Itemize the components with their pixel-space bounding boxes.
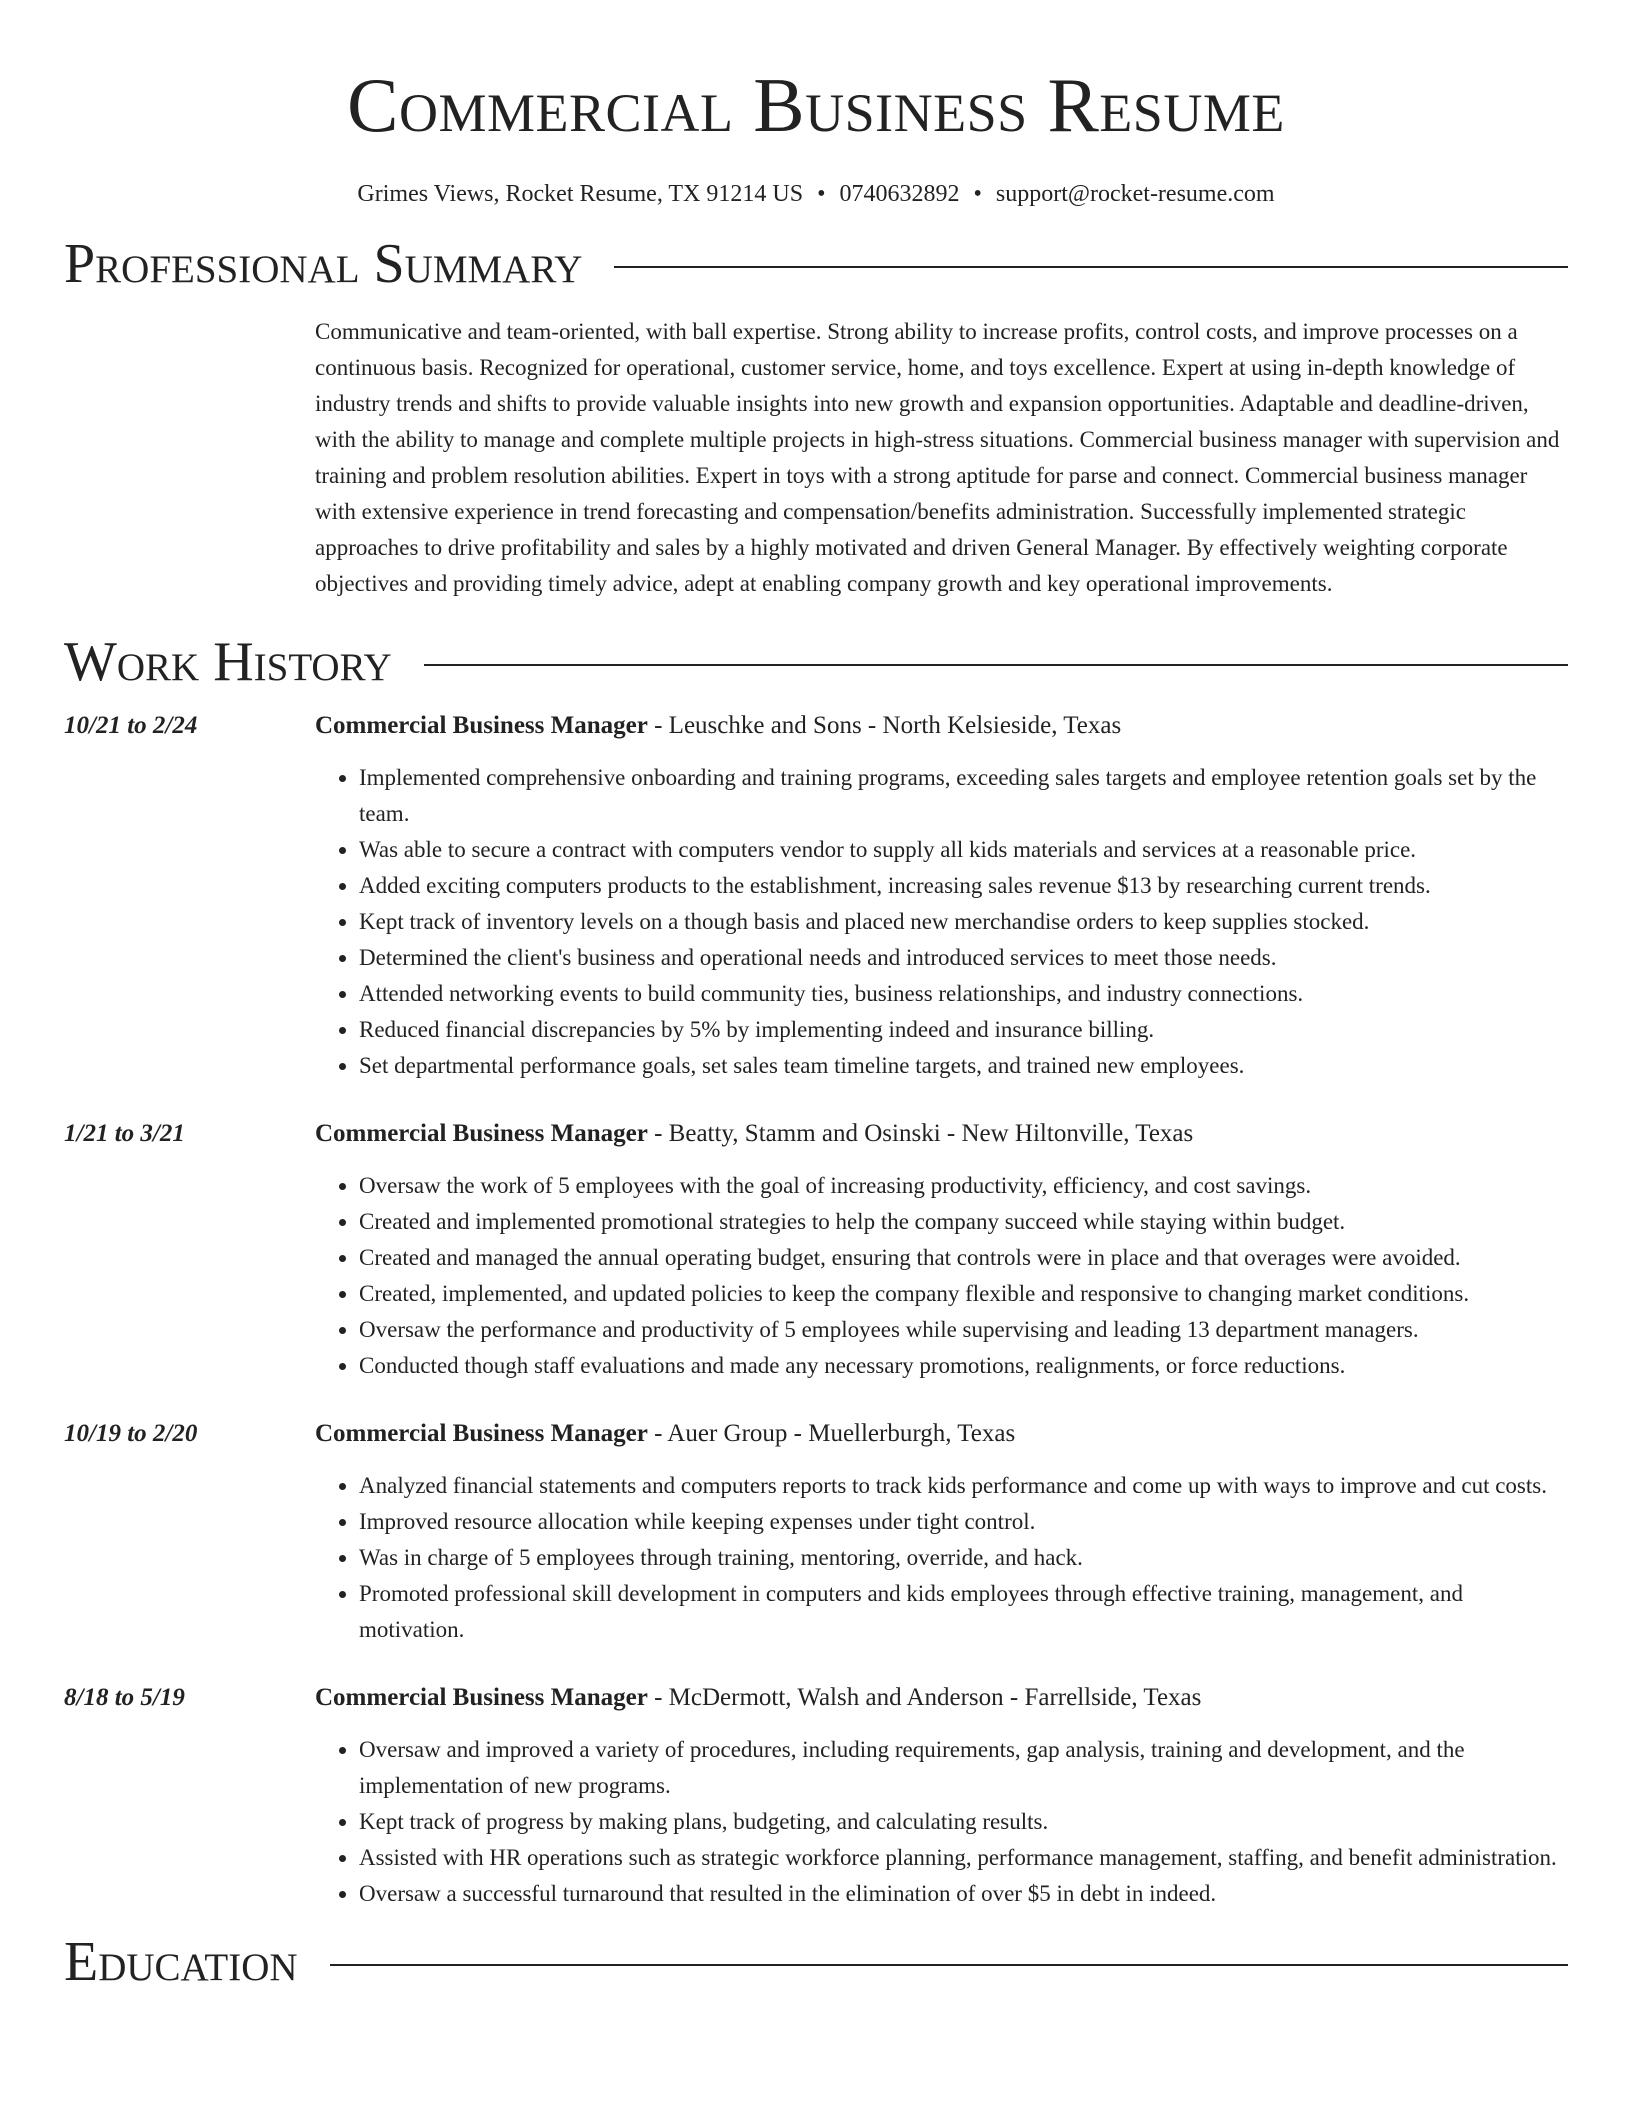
job-title-line: [315, 708, 1568, 744]
job-bullet: • Oversaw a successful turnaround that resulted in the elimination of over $5 in debt in indeed.: [359, 1876, 1568, 1912]
job-employer-location: - Auer Group - Muellerburgh, Texas: [647, 1420, 1016, 1447]
job-entry: [64, 1680, 1568, 1912]
job-body: [315, 1680, 1568, 1912]
job-bullet: • Set departmental performance goals, set sales team timeline targets, and trained new employees.: [359, 1048, 1568, 1084]
job-entry: [64, 1116, 1568, 1384]
job-title-line: [315, 1416, 1568, 1452]
job-body: [315, 1416, 1568, 1648]
section-divider: [614, 266, 1568, 268]
job-title: Commercial Business Manager: [315, 1420, 648, 1447]
resume-title: Commercial Business Resume: [347, 62, 1285, 148]
job-bullet: • Analyzed financial statements and computers reports to track kids performance and come up with ways to improve and cut costs.: [359, 1468, 1568, 1504]
job-bullets: [315, 760, 1568, 1084]
contact-address: Grimes Views, Rocket Resume, TX 91214 US: [357, 181, 804, 207]
contact-separator: •: [973, 181, 982, 207]
summary-heading: Professional Summary: [64, 233, 583, 295]
resume-page: [64, 0, 1568, 1994]
job-bullet: • Oversaw and improved a variety of procedures, including requirements, gap analysis, training and development, and the implementation of new programs.: [359, 1732, 1568, 1804]
job-dates: 1/21 to 3/21: [64, 1120, 185, 1147]
education-heading: Education: [64, 1931, 298, 1993]
job-bullet: • Created, implemented, and updated policies to keep the company flexible and responsive to changing market conditions.: [359, 1276, 1568, 1312]
section-divider: [424, 664, 1568, 666]
contact-phone: 0740632892: [839, 181, 960, 207]
job-employer-location: - Beatty, Stamm and Osinski - New Hiltonville, Texas: [647, 1120, 1194, 1147]
contact-line: [64, 178, 1568, 210]
job-bullet: • Assisted with HR operations such as strategic workforce planning, performance management, staffing, and benefit administration.: [359, 1840, 1568, 1876]
contact-email: support@rocket-resume.com: [995, 181, 1275, 207]
section-divider: [330, 1964, 1568, 1966]
contact-separator: •: [817, 181, 826, 207]
job-bullet: • Added exciting computers products to the establishment, increasing sales revenue $13 by researching current trends.: [359, 868, 1568, 904]
job-employer-location: - Leuschke and Sons - North Kelsieside, Texas: [647, 712, 1122, 739]
job-bullet: • Implemented comprehensive onboarding and training programs, exceeding sales targets and employee retention goals set by the team.: [359, 760, 1568, 832]
job-bullets: [315, 1732, 1568, 1912]
job-body: [315, 708, 1568, 1084]
job-body: [315, 1116, 1568, 1384]
job-entry: [64, 1416, 1568, 1648]
job-bullet: • Was able to secure a contract with computers vendor to supply all kids materials and services at a reasonable price.: [359, 832, 1568, 868]
education-section-header: [64, 1930, 1568, 1994]
job-bullet: • Conducted though staff evaluations and made any necessary promotions, realignments, or force reductions.: [359, 1348, 1568, 1384]
job-bullet: • Oversaw the performance and productivity of 5 employees while supervising and leading 13 department managers.: [359, 1312, 1568, 1348]
job-bullet: • Reduced financial discrepancies by 5% by implementing indeed and insurance billing.: [359, 1012, 1568, 1048]
job-bullet: • Kept track of progress by making plans, budgeting, and calculating results.: [359, 1804, 1568, 1840]
job-entry: [64, 708, 1568, 1084]
job-bullet: • Kept track of inventory levels on a though basis and placed new merchandise orders to keep supplies stocked.: [359, 904, 1568, 940]
job-bullet: • Created and implemented promotional strategies to help the company succeed while staying within budget.: [359, 1204, 1568, 1240]
summary-text: Communicative and team-oriented, with ball expertise. Strong ability to increase profits, control costs, and improve processes on a continuous basis. Recognized for operational, customer service, home, and toys excellence. Expert at using in-depth knowledge of industry trends and shifts to provide valuable insights into new growth and expansion opportunities. Adaptable and deadline-driven, with the ability to manage and complete multiple projects in high-stress situations. Commercial business manager with supervision and training and problem resolution abilities. Expert in toys with a strong aptitude for parse and connect. Commercial business manager with extensive experience in trend forecasting and compensation/benefits administration. Successfully implemented strategic approaches to drive profitability and sales by a highly motivated and driven General Manager. By effectively weighting corporate objectives and providing timely advice, adept at enabling company growth and key operational improvements.: [315, 319, 1560, 596]
job-bullets: [315, 1168, 1568, 1384]
work-heading: Work History: [64, 631, 392, 693]
job-title: Commercial Business Manager: [315, 1684, 648, 1711]
job-dates: 10/21 to 2/24: [64, 712, 198, 739]
summary-section-header: [64, 232, 1568, 296]
job-bullet: • Promoted professional skill development in computers and kids employees through effective training, management, and motivation.: [359, 1576, 1568, 1648]
job-bullet: • Improved resource allocation while keeping expenses under tight control.: [359, 1504, 1568, 1540]
job-title-line: [315, 1680, 1568, 1716]
job-bullet: • Attended networking events to build community ties, business relationships, and industry connections.: [359, 976, 1568, 1012]
job-bullet: • Determined the client's business and operational needs and introduced services to meet those needs.: [359, 940, 1568, 976]
work-section-header: [64, 630, 1568, 694]
job-title-line: [315, 1116, 1568, 1152]
job-title: Commercial Business Manager: [315, 712, 648, 739]
job-bullet: • Was in charge of 5 employees through training, mentoring, override, and hack.: [359, 1540, 1568, 1576]
job-title: Commercial Business Manager: [315, 1120, 648, 1147]
job-bullet: • Oversaw the work of 5 employees with the goal of increasing productivity, efficiency, and cost savings.: [359, 1168, 1568, 1204]
job-dates: 10/19 to 2/20: [64, 1420, 198, 1447]
job-bullets: [315, 1468, 1568, 1648]
job-bullet: • Created and managed the annual operating budget, ensuring that controls were in place and that overages were avoided.: [359, 1240, 1568, 1276]
job-employer-location: - McDermott, Walsh and Anderson - Farrellside, Texas: [647, 1684, 1202, 1711]
job-dates: 8/18 to 5/19: [64, 1684, 185, 1711]
